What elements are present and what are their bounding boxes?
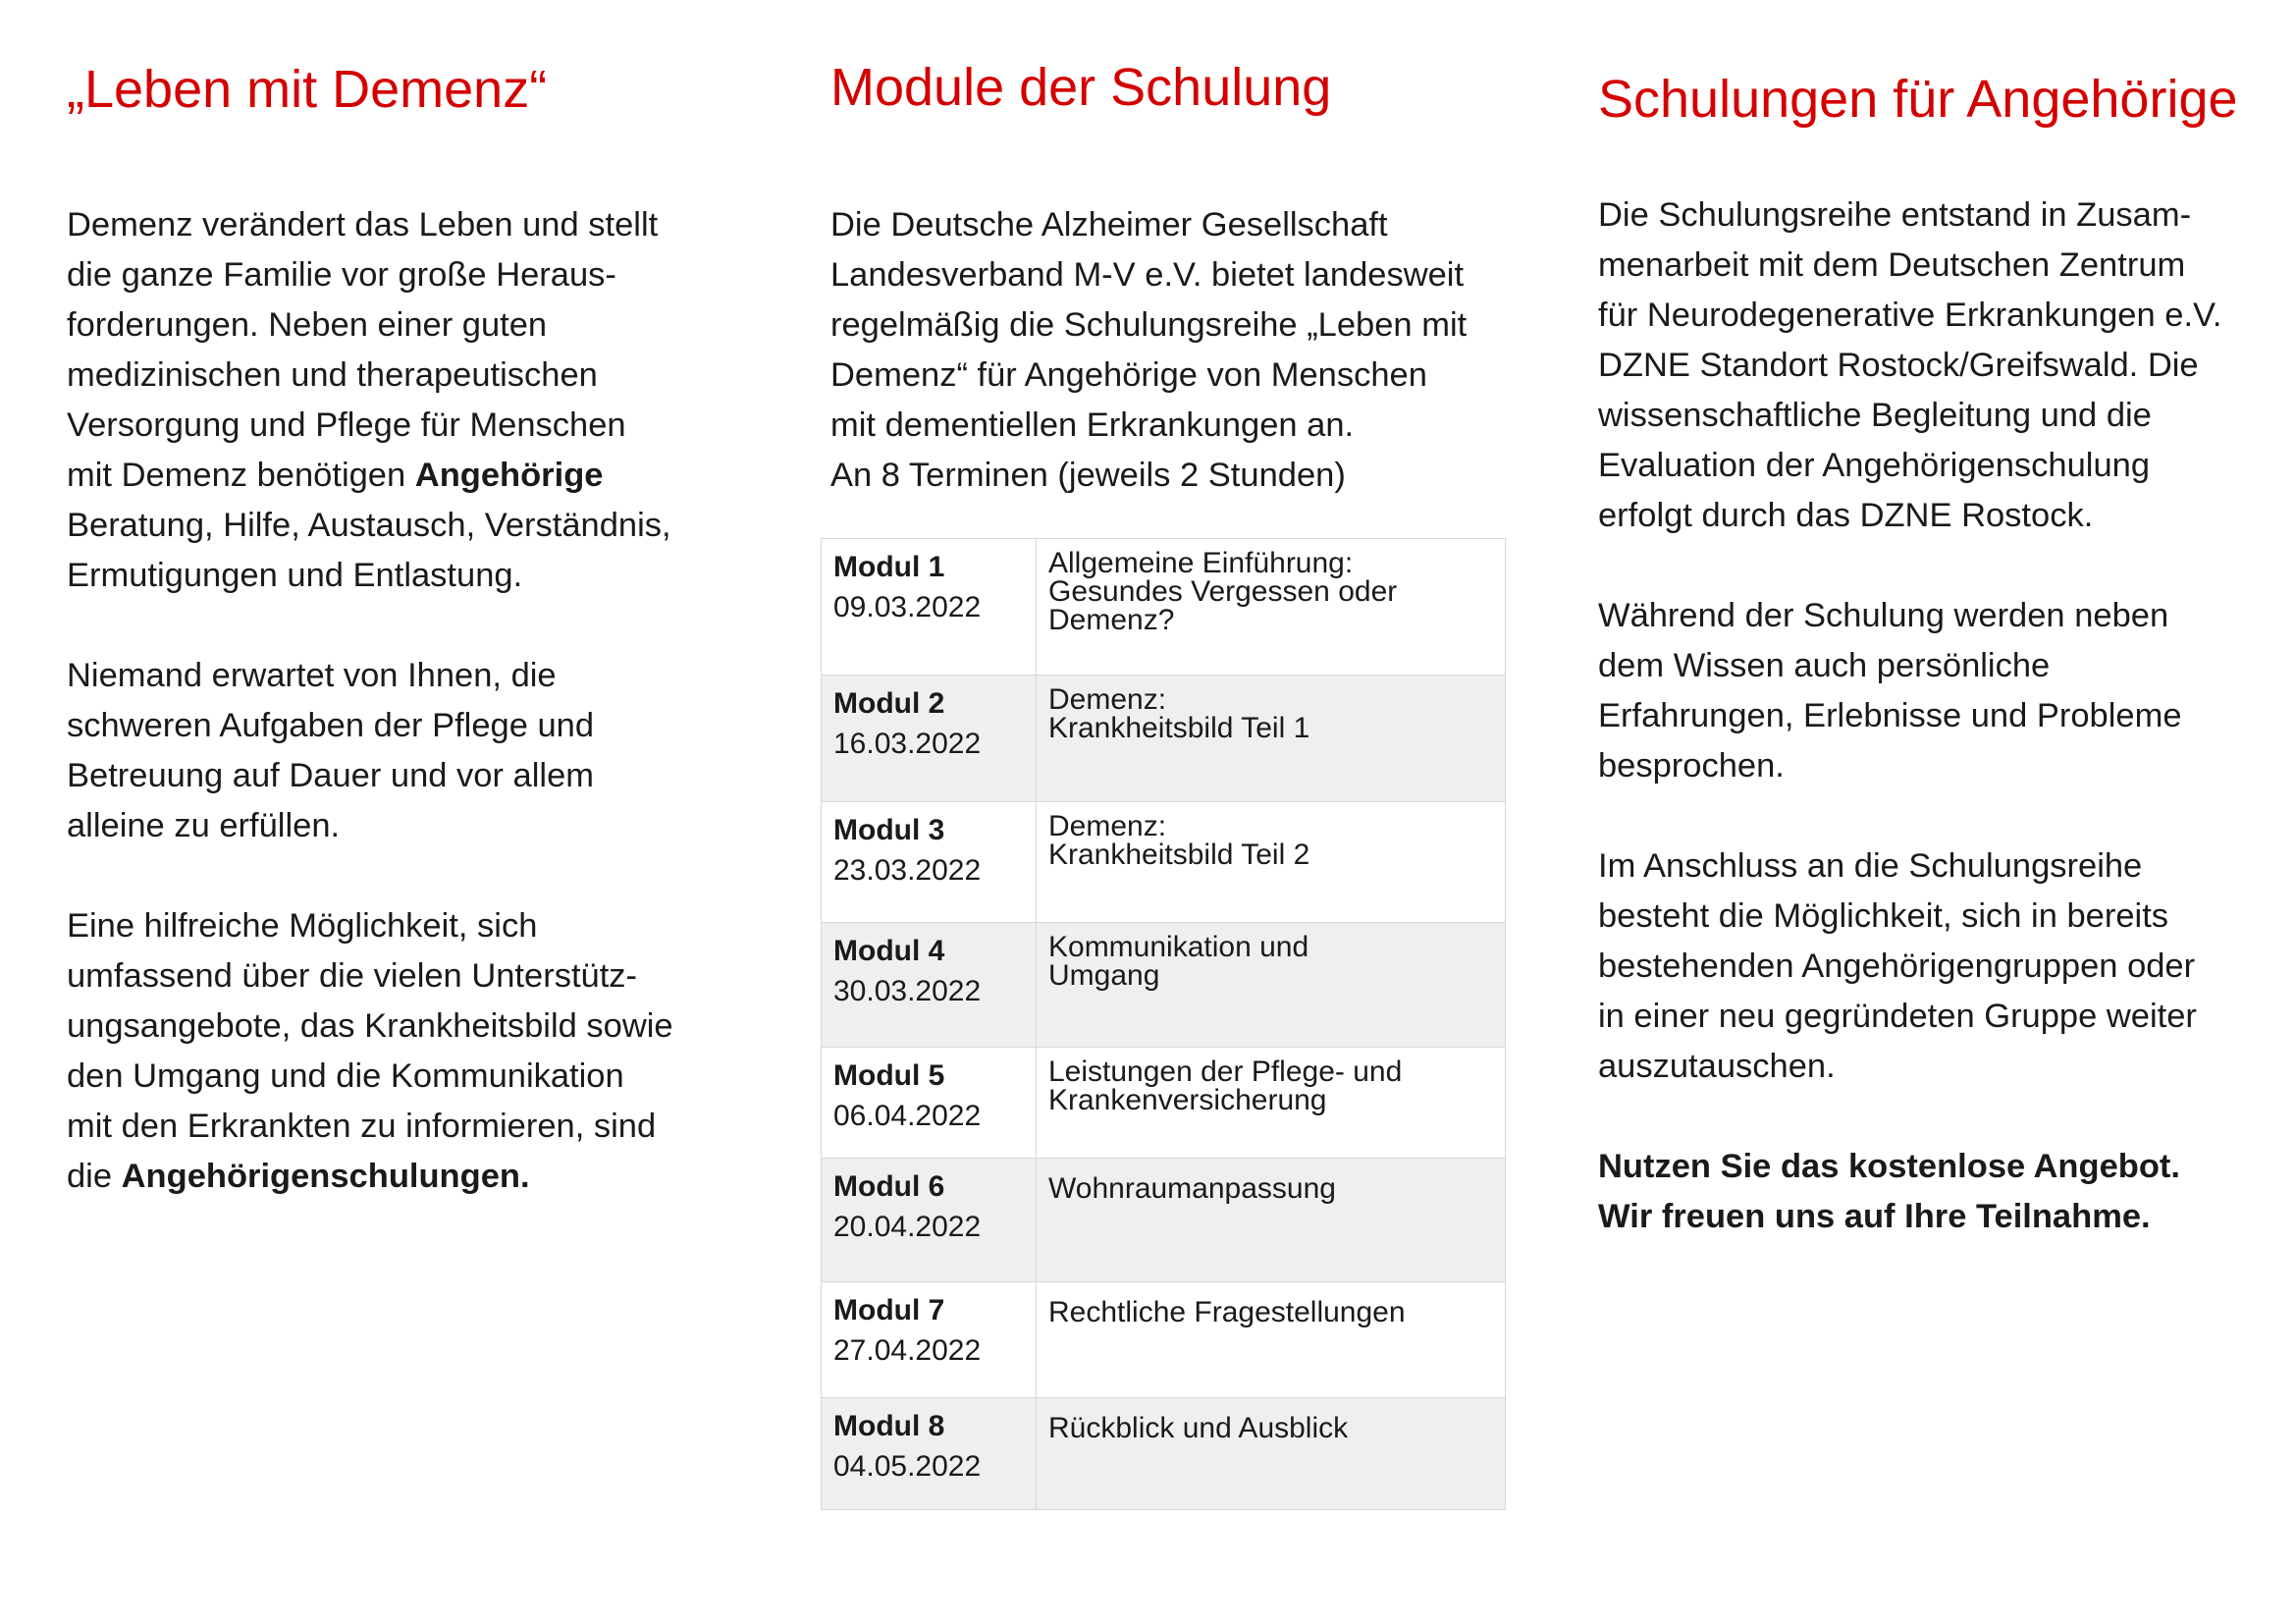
module-topic-line: Leistungen der Pflege- und [1048, 1056, 1403, 1088]
module-topic-line: Demenz: [1048, 810, 1167, 842]
module-name: Modul 7 [833, 1294, 945, 1326]
text-line: menarbeit mit dem Deutschen Zentrum [1598, 246, 2186, 284]
module-topic-line: Gesundes Vergessen oder [1048, 575, 1398, 608]
text-line: forderungen. Neben einer guten [67, 306, 548, 344]
module-topic-cell [1037, 802, 1506, 923]
paragraph-waehrend [1598, 591, 2221, 791]
table-row [822, 802, 1506, 923]
left-body [67, 200, 673, 1202]
text-line: Betreuung auf Dauer und vor allem [67, 757, 594, 794]
text-line: Evaluation der Angehörigenschulung [1598, 447, 2151, 484]
table-row [822, 1398, 1506, 1510]
module-topic-line: Krankenversicherung [1048, 1084, 1327, 1116]
module-topic-cell [1037, 1282, 1506, 1398]
module-topic-line: Rechtliche Fragestellungen [1048, 1296, 1406, 1328]
text-line: die ganze Familie vor große Heraus- [67, 256, 616, 294]
module-topic-line: Demenz? [1048, 604, 1175, 636]
text-line: Niemand erwartet von Ihnen, die [67, 657, 557, 694]
text-line: schweren Aufgaben der Pflege und [67, 707, 595, 744]
module-date: 04.05.2022 [833, 1450, 982, 1483]
module-cell [822, 1282, 1037, 1398]
module-topic-line: Umgang [1048, 959, 1160, 992]
module-topic-line: Krankheitsbild Teil 2 [1048, 839, 1310, 871]
closing-statement [1598, 1142, 2221, 1242]
text-line: Landesverband M-V e.V. bietet landesweit [830, 256, 1465, 294]
text-line: Versorgung und Pflege für Menschen [67, 406, 626, 444]
module-topic-line: Kommunikation und [1048, 931, 1309, 963]
table-row [822, 676, 1506, 802]
text-line: für Neurodegenerative Erkrankungen e.V. [1598, 297, 2222, 334]
paragraph-dzne [1598, 190, 2221, 541]
text-line: Im Anschluss an die Schulungsreihe [1598, 847, 2143, 885]
module-topic-line: Demenz: [1048, 683, 1167, 716]
heading-module-der-schulung: Module der Schulung [830, 58, 1332, 117]
text-line: umfassend über die vielen Unterstütz- [67, 957, 638, 995]
table-row [822, 539, 1506, 676]
module-cell [822, 676, 1037, 802]
text-line: mit den Erkrankten zu informieren, sind [67, 1108, 657, 1145]
text-fragment: mit Demenz benötigen [67, 457, 415, 494]
module-cell [822, 1159, 1037, 1282]
text-line: regelmäßig die Schulungsreihe „Leben mit [830, 306, 1468, 344]
text-line: An 8 Terminen (jeweils 2 Stunden) [830, 457, 1346, 494]
text-fragment: die [67, 1158, 122, 1195]
emphasis-angehoerige: Angehörige [414, 457, 604, 494]
text-line: Ermutigungen und Entlastung. [67, 557, 523, 594]
module-topic-line: Rückblick und Ausblick [1048, 1412, 1349, 1444]
text-line: mit dementiellen Erkrankungen an. [830, 406, 1355, 444]
text-line: auszutauschen. [1598, 1048, 1836, 1085]
module-cell [822, 1048, 1037, 1159]
text-line: wissenschaftliche Begleitung und die [1598, 397, 2152, 434]
text-line: dem Wissen auch persönliche [1598, 647, 2051, 684]
text-line [67, 451, 673, 501]
text-line: ungsangebote, das Krankheitsbild sowie [67, 1007, 673, 1045]
middle-intro [830, 200, 1467, 501]
module-date: 09.03.2022 [833, 591, 982, 623]
text-line: alleine zu erfüllen. [67, 807, 341, 844]
module-cell [822, 539, 1037, 676]
text-line: DZNE Standort Rostock/Greifswald. Die [1598, 347, 2199, 384]
module-topic-cell [1037, 923, 1506, 1048]
module-cell [822, 802, 1037, 923]
module-cell [822, 923, 1037, 1048]
module-topic-line: Wohnraumanpassung [1048, 1172, 1336, 1205]
module-topic-cell [1037, 1398, 1506, 1510]
module-date: 20.04.2022 [833, 1211, 982, 1243]
text-line: den Umgang und die Kommunikation [67, 1057, 624, 1095]
module-topic-cell [1037, 1048, 1506, 1159]
text-line: Erfahrungen, Erlebnisse und Probleme [1598, 697, 2182, 734]
paragraph-niemand [67, 651, 673, 851]
paragraph-gap [67, 851, 673, 901]
text-line: erfolgt durch das DZNE Rostock. [1598, 497, 2094, 534]
paragraph-gap [67, 601, 673, 651]
module-name: Modul 1 [833, 551, 945, 583]
module-name: Modul 3 [833, 814, 945, 846]
module-name: Modul 2 [833, 687, 945, 720]
heading-leben-mit-demenz: „Leben mit Demenz“ [67, 60, 548, 119]
module-date: 27.04.2022 [833, 1334, 982, 1367]
module-name: Modul 5 [833, 1059, 945, 1092]
text-line: in einer neu gegründeten Gruppe weiter [1598, 998, 2197, 1035]
module-date: 23.03.2022 [833, 854, 982, 887]
module-schedule-table [821, 538, 1506, 1510]
text-line: Demenz“ für Angehörige von Menschen [830, 356, 1427, 394]
paragraph-anschluss [1598, 841, 2221, 1092]
module-cell [822, 1398, 1037, 1510]
text-line: medizinischen und therapeutischen [67, 356, 598, 394]
text-line: bestehenden Angehörigengruppen oder [1598, 947, 2196, 985]
module-topic-cell [1037, 539, 1506, 676]
text-line: besteht die Möglichkeit, sich in bereits [1598, 897, 2169, 935]
module-topic-cell [1037, 1159, 1506, 1282]
text-line: Die Schulungsreihe entstand in Zusam- [1598, 196, 2192, 234]
table-row [822, 1282, 1506, 1398]
table-row [822, 1048, 1506, 1159]
paragraph-gap [1598, 791, 2221, 841]
module-name: Modul 4 [833, 935, 945, 967]
text-line: Eine hilfreiche Möglichkeit, sich [67, 907, 538, 945]
module-name: Modul 8 [833, 1410, 945, 1442]
emphasis-angehoerigenschulungen: Angehörigenschulungen. [121, 1158, 530, 1195]
text-line: Während der Schulung werden neben [1598, 597, 2169, 634]
module-topic-cell [1037, 676, 1506, 802]
table-row [822, 923, 1506, 1048]
module-date: 06.04.2022 [833, 1100, 982, 1132]
module-topic-line: Allgemeine Einführung: [1048, 547, 1354, 579]
closing-line: Wir freuen uns auf Ihre Teilnahme. [1598, 1198, 2151, 1235]
text-line [67, 1152, 673, 1202]
heading-schulungen-fuer-angehoerige: Schulungen für Angehörige [1598, 70, 2238, 129]
module-date: 30.03.2022 [833, 975, 982, 1007]
text-line: besprochen. [1598, 747, 1785, 785]
paragraph-intro [67, 200, 673, 601]
closing-line: Nutzen Sie das kostenlose Angebot. [1598, 1148, 2180, 1185]
module-name: Modul 6 [833, 1170, 945, 1203]
paragraph-gap [1598, 541, 2221, 591]
text-line: Demenz verändert das Leben und stellt [67, 206, 659, 244]
module-date: 16.03.2022 [833, 728, 982, 760]
text-line: Die Deutsche Alzheimer Gesellschaft [830, 206, 1388, 244]
table-row [822, 1159, 1506, 1282]
right-body [1598, 190, 2221, 1242]
text-line: Beratung, Hilfe, Austausch, Verständnis, [67, 507, 671, 544]
paragraph-moeglichkeit [67, 901, 673, 1202]
module-topic-line: Krankheitsbild Teil 1 [1048, 712, 1310, 744]
paragraph-gap [1598, 1092, 2221, 1142]
